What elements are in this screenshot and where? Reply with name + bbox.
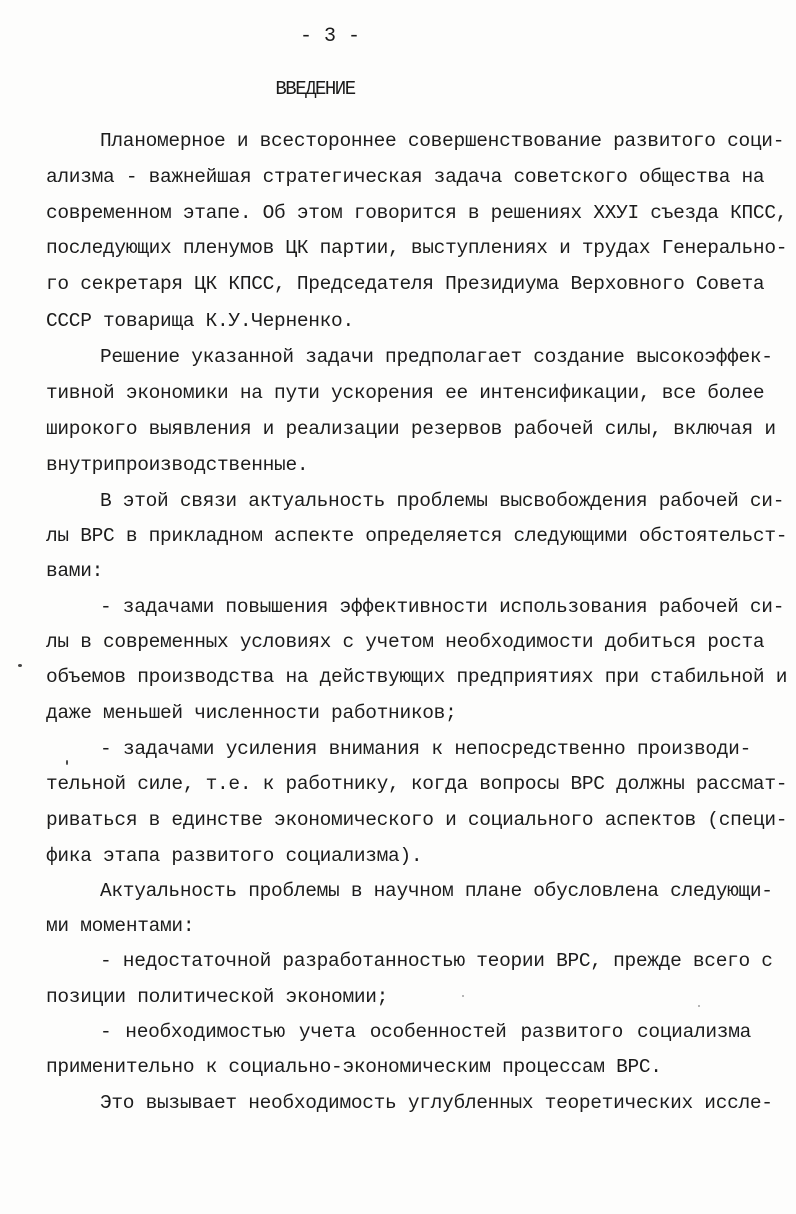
- text-line: тельной силе, т.е. к работнику, когда вопросы ВРС должны рассмат-: [46, 773, 788, 795]
- text-line: Это вызывает необходимость углубленных теоретических иссле-: [100, 1092, 773, 1114]
- page-title: ВВЕДЕНИЕ: [275, 78, 355, 100]
- text-line: В этой связи актуальность проблемы высвобождения рабочей си-: [100, 490, 785, 512]
- text-line: широкого выявления и реализации резервов рабочей силы, включая и: [46, 418, 776, 440]
- scan-speck: [698, 1005, 700, 1007]
- text-line: риваться в единстве экономического и социального аспектов (специ-: [46, 809, 788, 831]
- text-line: последующих пленумов ЦК партии, выступлениях и трудах Генерально-: [46, 237, 788, 259]
- text-line: Планомерное и всестороннее совершенствование развитого соци-: [100, 130, 785, 152]
- text-line: современном этапе. Об этом говорится в решениях ХХУI съезда КПСС,: [46, 202, 788, 224]
- text-line: лы ВРС в прикладном аспекте определяется следующими обстоятельст-: [46, 525, 788, 547]
- text-line: го секретаря ЦК КПСС, Председателя Президиума Верховного Совета: [46, 273, 765, 295]
- text-line: вами:: [46, 560, 104, 582]
- text-line: внутрипроизводственные.: [46, 454, 309, 476]
- text-line: фика этапа развитого социализма).: [46, 845, 423, 867]
- text-line: даже меньшей численности работников;: [46, 702, 457, 724]
- text-line: - необходимостью учета особенностей развитого социализма: [100, 1021, 751, 1043]
- scan-speck: [18, 664, 22, 667]
- text-line: применительно к социально-экономическим процессам ВРС.: [46, 1056, 662, 1078]
- text-line: - задачами повышения эффективности использования рабочей си-: [100, 596, 785, 618]
- text-line: Решение указанной задачи предполагает создание высокоэффек-: [100, 346, 773, 368]
- text-line: Актуальность проблемы в научном плане обусловлена следующи-: [100, 880, 773, 902]
- text-line: позиции политической экономии;: [46, 986, 389, 1008]
- text-line: объемов производства на действующих предприятиях при стабильной и: [46, 666, 788, 688]
- text-line: лы в современных условиях с учетом необходимости добиться роста: [46, 631, 765, 653]
- scan-speck: [66, 760, 68, 765]
- text-line: ализма - важнейшая стратегическая задача советского общества на: [46, 166, 765, 188]
- scan-speck: [462, 995, 464, 997]
- text-line: ми моментами:: [46, 915, 195, 937]
- text-line: тивной экономики на пути ускорения ее интенсификации, все более: [46, 382, 765, 404]
- text-line: - недостаточной разработанностью теории ВРС, прежде всего с: [100, 950, 773, 972]
- text-line: - задачами усиления внимания к непосредственно производи-: [100, 738, 751, 760]
- text-line: СССР товарища К.У.Черненко.: [46, 310, 354, 332]
- page-number: - 3 -: [299, 25, 360, 48]
